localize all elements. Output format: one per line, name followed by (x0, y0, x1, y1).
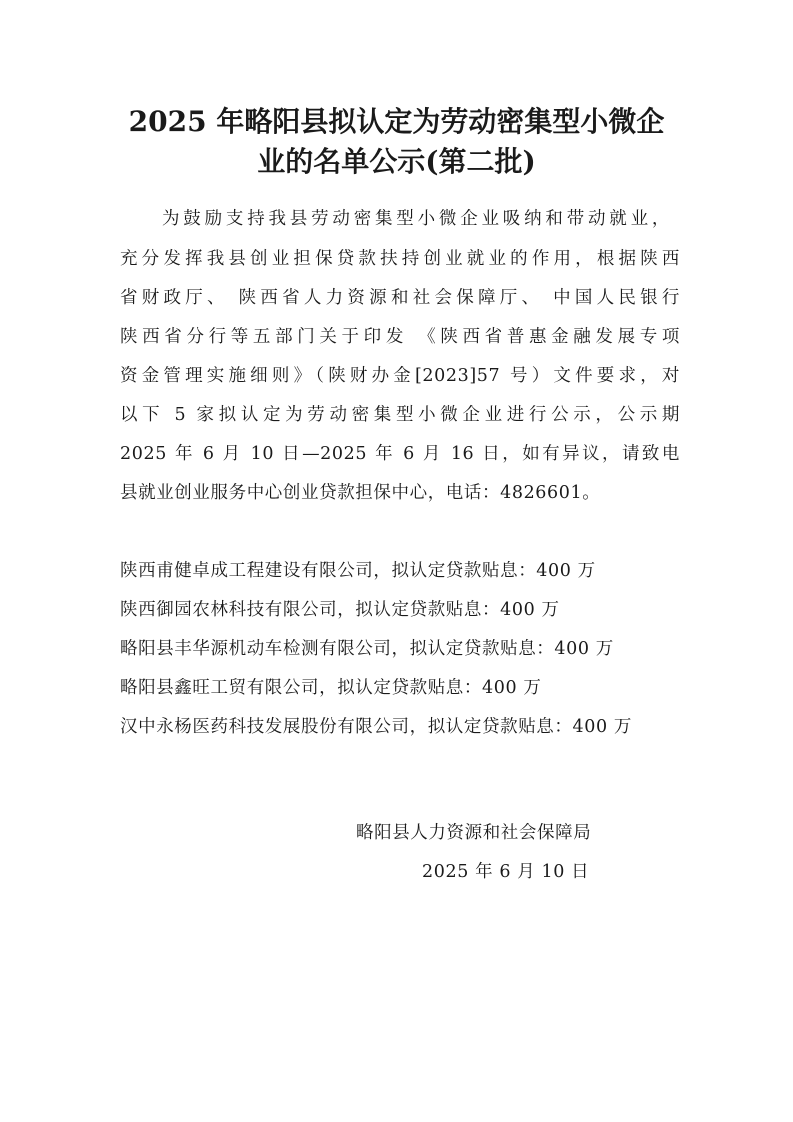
signature-date: 2025 年 6 月 10 日 (422, 862, 590, 882)
body-paragraph-line: 为鼓励支持我县劳动密集型小微企业吸纳和带动就业， (162, 209, 670, 229)
document-title-line-2: 业的名单公示(第二批) (257, 145, 536, 178)
body-paragraph-line: 2025 年 6 月 10 日—2025 年 6 月 16 日，如有异议，请致电 (120, 444, 680, 464)
company-list-item: 陕西甫健卓成工程建设有限公司，拟认定贷款贴息：400 万 (120, 561, 596, 581)
company-list-item: 略阳县丰华源机动车检测有限公司，拟认定贷款贴息：400 万 (120, 639, 614, 659)
signature-organization: 略阳县人力资源和社会保障局 (356, 823, 592, 843)
body-paragraph-line: 资金管理实施细则》（陕财办金[2023]57 号）文件要求，对 (120, 366, 680, 386)
company-list-item: 汉中永杨医药科技发展股份有限公司，拟认定贷款贴息：400 万 (120, 717, 632, 737)
body-paragraph-line: 县就业创业服务中心创业贷款担保中心，电话：4826601。 (120, 483, 601, 503)
body-paragraph-line: 以下 5 家拟认定为劳动密集型小微企业进行公示，公示期 (120, 405, 680, 425)
company-list-item: 陕西御园农林科技有限公司，拟认定贷款贴息：400 万 (120, 600, 560, 620)
body-paragraph-line: 陕西省分行等五部门关于印发 《陕西省普惠金融发展专项 (120, 327, 680, 347)
document-title-line-1: 2025 年略阳县拟认定为劳动密集型小微企 (128, 105, 665, 138)
body-paragraph-line: 省财政厅、 陕西省人力资源和社会保障厅、 中国人民银行 (120, 288, 680, 308)
company-list-item: 略阳县鑫旺工贸有限公司，拟认定贷款贴息：400 万 (120, 678, 542, 698)
body-paragraph-line: 充分发挥我县创业担保贷款扶持创业就业的作用，根据陕西 (120, 249, 680, 269)
